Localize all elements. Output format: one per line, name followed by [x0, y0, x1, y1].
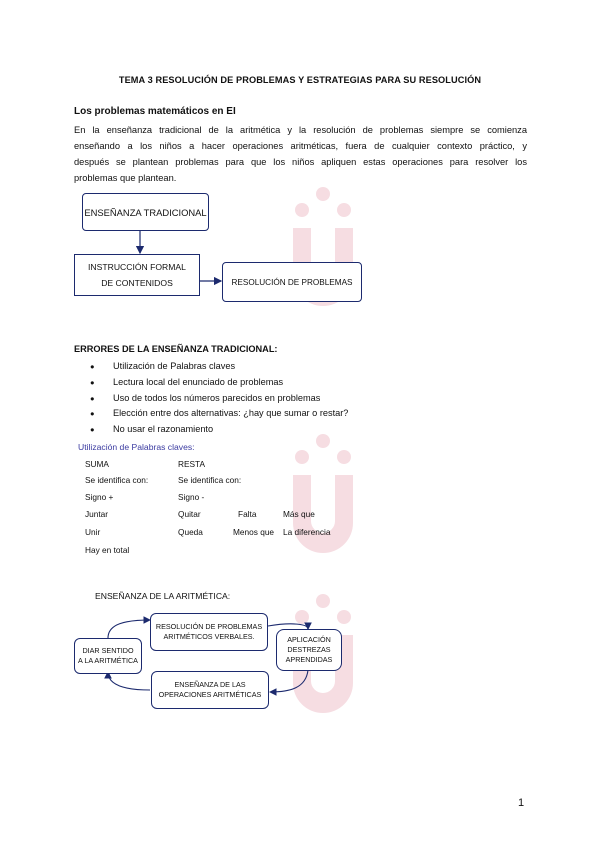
paragraph-line: problemas que plantean. [74, 173, 177, 183]
skills-application-box [276, 629, 342, 671]
errors-heading: ERRORES DE LA ENSEÑANZA TRADICIONAL: [74, 344, 278, 354]
traditional-teaching-box: ENSEÑANZA TRADICIONAL [82, 193, 209, 231]
identifies-label-resta: Se identifica con: [178, 475, 242, 485]
resta-label: RESTA [178, 459, 206, 469]
skills-application-line3: APRENDIDAS [285, 655, 333, 664]
mas-que-label: Más que [283, 509, 315, 519]
juntar-label: Juntar [85, 509, 109, 519]
section-heading-problems: Los problemas matemáticos en EI [74, 106, 236, 117]
paragraph-line: enseñando a los niños a hacer operaciones aritméticas, fuera de cualquier contexto práctico, y [74, 141, 527, 151]
list-item: ● No usar el razonamiento [92, 422, 348, 438]
arithmetic-sense-line1: DIAR SENTIDO [82, 646, 134, 655]
hay-en-total-label: Hay en total [85, 545, 130, 555]
page-number: 1 [518, 797, 525, 809]
list-item: ● Uso de todos los números parecidos en problemas [92, 391, 348, 407]
list-item: ● Lectura local del enunciado de problemas [92, 375, 348, 391]
verbal-problems-line2: ARITMÉTICOS VERBALES. [163, 632, 255, 641]
arithmetic-sense-box [74, 638, 142, 674]
paragraph-line: después se plantean problemas para que los niños apliquen estas operaciones para resolver los [74, 157, 527, 167]
quitar-label: Quitar [178, 509, 201, 519]
verbal-problems-box [150, 613, 268, 651]
menos-que-label: Menos que [233, 527, 275, 537]
minus-sign-label: Signo - [178, 492, 205, 502]
keywords-title: Utilización de Palabras claves: [78, 442, 195, 452]
verbal-problems-line1: RESOLUCIÓN DE PROBLEMAS [155, 622, 263, 631]
unir-label: Unir [85, 527, 101, 537]
la-diferencia-label: La diferencia [283, 527, 331, 537]
arithmetic-operations-box [151, 671, 269, 709]
paragraph-line: En la enseñanza tradicional de la aritmética y la resolución de problemas siempre se comienza [74, 125, 527, 135]
identifies-label-suma: Se identifica con: [85, 475, 149, 485]
list-item: ● Utilización de Palabras claves [92, 359, 348, 375]
arithmetic-teaching-title: ENSEÑANZA DE LA ARITMÉTICA: [95, 591, 231, 601]
arithmetic-operations-line1: ENSEÑANZA DE LAS [174, 680, 246, 689]
formal-instruction-line1: INSTRUCCIÓN FORMAL [88, 262, 186, 272]
plus-sign-label: Signo + [85, 492, 114, 502]
document-title: TEMA 3 RESOLUCIÓN DE PROBLEMAS Y ESTRATEGIAS PARA SU RESOLUCIÓN [118, 75, 482, 85]
list-item: ● Elección entre dos alternativas: ¿hay que sumar o restar? [92, 406, 348, 422]
suma-label: SUMA [85, 459, 109, 469]
falta-label: Falta [238, 509, 257, 519]
arithmetic-sense-line2: A LA ARITMÉTICA [78, 656, 138, 665]
formal-instruction-line2: DE CONTENIDOS [101, 278, 173, 288]
skills-application-line1: APLICACIÓN [287, 635, 331, 644]
skills-application-line2: DESTREZAS [287, 645, 331, 654]
problem-solving-box: RESOLUCIÓN DE PROBLEMAS [222, 262, 362, 302]
arithmetic-operations-line2: OPERACIONES ARITMÉTICAS [158, 690, 262, 699]
queda-label: Queda [178, 527, 203, 537]
